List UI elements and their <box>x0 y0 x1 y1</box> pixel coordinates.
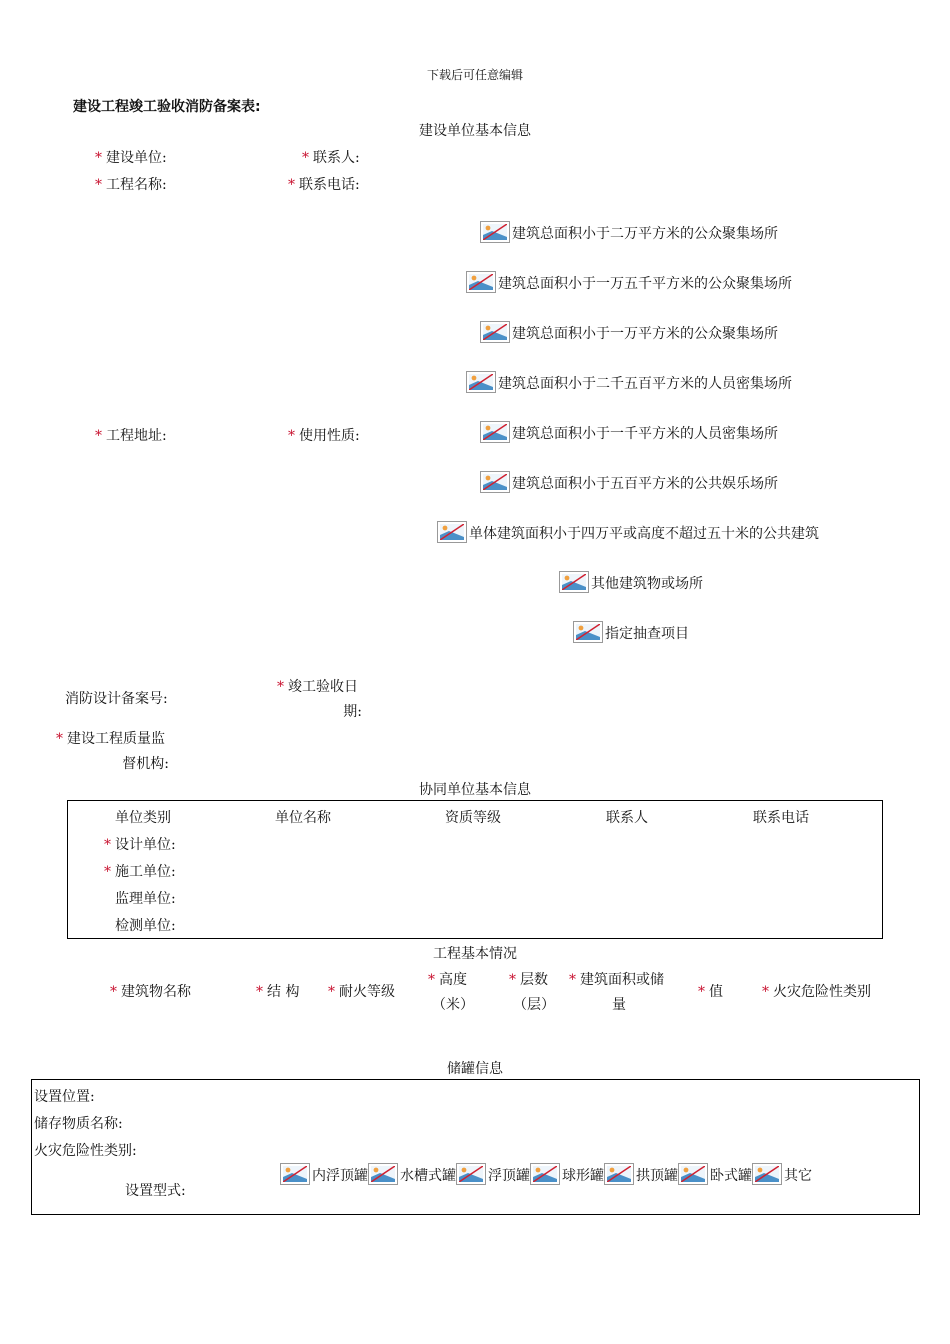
download-note: 下载后可任意编辑 <box>426 68 523 82</box>
fire-design-no-label: 消防设计备案号: <box>65 691 168 707</box>
contact-phone-label: * 联系电话: <box>288 177 360 193</box>
build-unit-label: * 建设单位: <box>95 150 167 166</box>
tank-type-option[interactable]: 拱顶罐 <box>604 1163 678 1185</box>
acceptance-date-label-cont: 期: <box>343 704 362 720</box>
usage-option[interactable]: 建筑总面积小于一万五千平方米的公众聚集场所 <box>466 271 792 293</box>
tank-substance-label: 储存物质名称: <box>34 1116 123 1132</box>
usage-option[interactable]: 建筑总面积小于二万平方米的公众聚集场所 <box>480 221 778 243</box>
col-area-cont: 量 <box>612 997 626 1013</box>
coop-table <box>67 800 883 939</box>
col-height-unit: （米） <box>432 997 474 1013</box>
usage-option[interactable]: 建筑总面积小于二千五百平方米的人员密集场所 <box>466 371 792 393</box>
tank-location-label: 设置位置: <box>34 1089 95 1105</box>
tank-type-option[interactable]: 球形罐 <box>530 1163 604 1185</box>
quality-org-label: * 建设工程质量监 <box>56 731 165 747</box>
broken-image-icon <box>678 1163 708 1185</box>
broken-image-icon <box>480 471 510 493</box>
coop-header-contact: 联系人 <box>606 810 648 826</box>
acceptance-date-label: * 竣工验收日 <box>277 679 358 695</box>
usage-option[interactable]: 建筑总面积小于五百平方米的公共娱乐场所 <box>480 471 778 493</box>
tank-type-option[interactable]: 水槽式罐 <box>368 1163 456 1185</box>
section-title-project: 工程基本情况 <box>433 946 517 962</box>
coop-row-inspection: 检测单位: <box>115 918 176 934</box>
coop-row-design: * 设计单位: <box>104 837 176 853</box>
coop-header-qualification: 资质等级 <box>445 810 501 826</box>
broken-image-icon <box>480 221 510 243</box>
broken-image-icon <box>604 1163 634 1185</box>
tank-type-option[interactable]: 浮顶罐 <box>456 1163 530 1185</box>
col-height: * 高度 <box>428 972 467 988</box>
broken-image-icon <box>573 621 603 643</box>
col-floors-unit: （层） <box>513 997 555 1013</box>
broken-image-icon <box>437 521 467 543</box>
usage-option[interactable]: 建筑总面积小于一千平方米的人员密集场所 <box>480 421 778 443</box>
section-title-coop: 协同单位基本信息 <box>419 782 531 798</box>
broken-image-icon <box>530 1163 560 1185</box>
tank-table <box>31 1079 920 1215</box>
broken-image-icon <box>480 321 510 343</box>
col-building-name: * 建筑物名称 <box>110 984 191 1000</box>
tank-type-option[interactable]: 其它 <box>752 1163 812 1185</box>
broken-image-icon <box>480 421 510 443</box>
coop-header-name: 单位名称 <box>275 810 331 826</box>
col-value: * 值 <box>698 984 723 1000</box>
usage-nature-label: * 使用性质: <box>288 428 360 444</box>
tank-type-label: 设置型式: <box>125 1183 186 1199</box>
form-title: 建设工程竣工验收消防备案表: <box>73 99 261 115</box>
usage-option[interactable]: 建筑总面积小于一万平方米的公众聚集场所 <box>480 321 778 343</box>
section-title-tank: 储罐信息 <box>447 1061 503 1077</box>
project-address-label: * 工程地址: <box>95 428 167 444</box>
broken-image-icon <box>368 1163 398 1185</box>
broken-image-icon <box>466 371 496 393</box>
broken-image-icon <box>466 271 496 293</box>
col-structure: * 结 构 <box>256 984 300 1000</box>
usage-option[interactable]: 单体建筑面积小于四万平或高度不超过五十米的公共建筑 <box>437 521 819 543</box>
coop-row-supervision: 监理单位: <box>115 891 176 907</box>
tank-type-option[interactable]: 卧式罐 <box>678 1163 752 1185</box>
tank-type-options <box>280 1163 812 1189</box>
coop-row-construction: * 施工单位: <box>104 864 176 880</box>
usage-option[interactable]: 指定抽查项目 <box>573 621 689 643</box>
contact-label: * 联系人: <box>302 150 360 166</box>
col-hazard: * 火灾危险性类别 <box>762 984 871 1000</box>
broken-image-icon <box>752 1163 782 1185</box>
coop-header-phone: 联系电话 <box>753 810 809 826</box>
coop-header-type: 单位类别 <box>115 810 171 826</box>
tank-hazard-label: 火灾危险性类别: <box>34 1143 137 1159</box>
quality-org-label-cont: 督机构: <box>122 756 169 772</box>
section-title-basic: 建设单位基本信息 <box>419 123 531 139</box>
broken-image-icon <box>559 571 589 593</box>
project-name-label: * 工程名称: <box>95 177 167 193</box>
broken-image-icon <box>456 1163 486 1185</box>
col-fire-rating: * 耐火等级 <box>328 984 395 1000</box>
col-area: * 建筑面积或储 <box>569 972 664 988</box>
usage-option[interactable]: 其他建筑物或场所 <box>559 571 703 593</box>
col-floors: * 层数 <box>509 972 548 988</box>
broken-image-icon <box>280 1163 310 1185</box>
tank-type-option[interactable]: 内浮顶罐 <box>280 1163 368 1185</box>
